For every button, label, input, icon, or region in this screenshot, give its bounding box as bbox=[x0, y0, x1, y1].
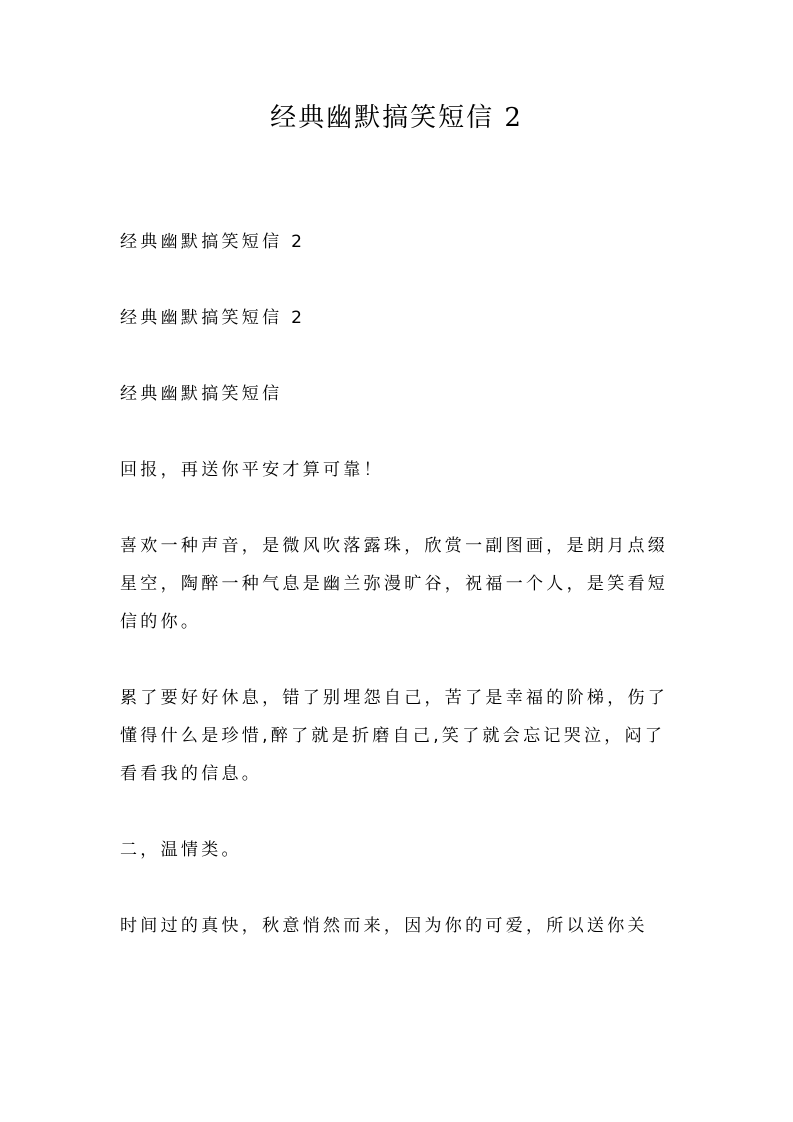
section-heading: 二，温情类。 bbox=[120, 840, 242, 860]
document-title: 经典幽默搞笑短信 2 bbox=[270, 103, 523, 133]
paragraph: 经典幽默搞笑短信 bbox=[120, 384, 283, 404]
paragraph: 时间过的真快，秋意悄然而来，因为你的可爱，所以送你关 bbox=[120, 916, 648, 936]
paragraph: 回报，再送你平安才算可靠！ bbox=[120, 460, 384, 480]
paragraph: 喜欢一种声音，是微风吹落露珠，欣赏一副图画，是朗月点缀星空，陶醉一种气息是幽兰弥漫旷谷，祝福一个人，是笑看短信的你。 bbox=[120, 536, 669, 632]
paragraph: 累了要好好休息，错了别埋怨自己，苦了是幸福的阶梯，伤了懂得什么是珍惜,醉了就是折磨自己,笑了就会忘记哭泣，闷了看看我的信息。 bbox=[120, 688, 669, 784]
document-body bbox=[120, 223, 680, 983]
paragraph: 经典幽默搞笑短信 2 bbox=[120, 308, 306, 328]
paragraph: 经典幽默搞笑短信 2 bbox=[120, 232, 306, 252]
